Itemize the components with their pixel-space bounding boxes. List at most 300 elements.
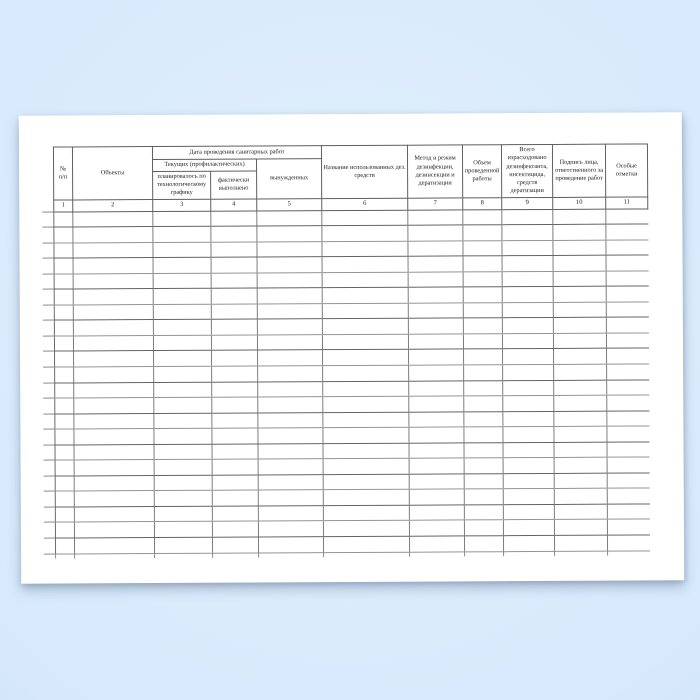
column-number-cell: 6: [322, 198, 408, 210]
empty-cell: [211, 226, 257, 242]
empty-cell: [408, 272, 463, 288]
empty-cell: [502, 287, 553, 303]
empty-cell: [153, 320, 211, 336]
empty-cell: [502, 240, 553, 256]
row-line-overshoot: [43, 398, 54, 399]
empty-cell: [258, 366, 323, 382]
row-line-overshoot: [43, 429, 54, 430]
empty-cell: [257, 226, 322, 242]
empty-cell: [258, 350, 323, 366]
empty-cell: [323, 396, 409, 412]
empty-cell: [257, 241, 322, 257]
column-line-overshoot: [503, 551, 504, 556]
empty-cell: [211, 319, 257, 335]
row-line-overshoot: [43, 274, 54, 275]
empty-cell: [212, 490, 258, 506]
empty-cell: [212, 382, 258, 398]
empty-cell: [322, 241, 408, 257]
empty-cell: [322, 287, 408, 303]
empty-cell: [606, 317, 648, 333]
empty-cell: [212, 366, 258, 382]
empty-cell: [503, 364, 554, 380]
row-line-overshoot: [44, 522, 55, 523]
empty-cell: [607, 535, 649, 551]
column-line-overshoot: [74, 553, 75, 558]
empty-cell: [554, 411, 607, 427]
column-line-overshoot: [55, 554, 56, 559]
empty-cell: [408, 209, 463, 225]
empty-cell: [409, 520, 464, 536]
empty-cell: [55, 351, 74, 367]
empty-cell: [212, 350, 258, 366]
empty-cell: [153, 288, 211, 304]
empty-cell: [408, 334, 463, 350]
empty-cell: [258, 490, 323, 506]
empty-cell: [322, 225, 408, 241]
sanitary-works-log: [53, 143, 649, 554]
empty-cell: [323, 474, 409, 490]
empty-cell: [503, 411, 554, 427]
empty-cell: [153, 226, 211, 242]
empty-cell: [408, 256, 463, 272]
empty-cell: [502, 209, 553, 225]
empty-cell: [553, 286, 606, 302]
empty-cell: [607, 395, 649, 411]
empty-cell: [503, 427, 554, 443]
empty-cell: [464, 427, 503, 443]
empty-cell: [409, 380, 464, 396]
empty-cell: [154, 444, 212, 460]
empty-cell: [463, 287, 502, 303]
col-header-row-number: № п/п: [53, 147, 72, 200]
empty-cell: [55, 507, 74, 523]
column-number-cell: 11: [606, 196, 648, 208]
col-group-current-preventive: Текущих (профилактических): [153, 159, 257, 172]
empty-cell: [212, 506, 258, 522]
empty-cell: [408, 318, 463, 334]
empty-cell: [324, 536, 410, 552]
row-line-overshoot: [44, 460, 55, 461]
empty-cell: [322, 334, 408, 350]
row-line-overshoot: [42, 227, 53, 228]
empty-cell: [503, 380, 554, 396]
column-line-overshoot: [258, 552, 259, 557]
empty-cell: [74, 506, 154, 522]
empty-cell: [257, 210, 322, 226]
row-line-overshoot: [44, 445, 55, 446]
empty-cell: [74, 351, 154, 367]
empty-cell: [607, 519, 649, 535]
empty-cell: [503, 489, 554, 505]
column-number-cell: 8: [463, 197, 502, 209]
empty-cell: [408, 303, 463, 319]
empty-cell: [323, 381, 409, 397]
empty-cell: [502, 271, 553, 287]
empty-cell: [322, 303, 408, 319]
empty-cell: [607, 457, 649, 473]
empty-cell: [409, 474, 464, 490]
empty-cell: [154, 397, 212, 413]
table-header: [53, 144, 647, 212]
empty-cell: [74, 398, 154, 414]
empty-cell: [409, 489, 464, 505]
empty-cell: [73, 335, 153, 351]
empty-cell: [464, 458, 503, 474]
empty-cell: [322, 210, 408, 226]
empty-cell: [322, 256, 408, 272]
empty-cell: [55, 382, 74, 398]
col-header-total-consumed: Всего израсходовано дезинфектанта, инсектицида, средств дератизации: [501, 144, 552, 197]
empty-cell: [212, 459, 258, 475]
empty-cell: [464, 396, 503, 412]
empty-cell: [153, 335, 211, 351]
empty-cell: [502, 302, 553, 318]
empty-cell: [503, 473, 554, 489]
empty-cell: [257, 288, 322, 304]
empty-cell: [554, 535, 607, 551]
empty-cell: [606, 224, 648, 240]
empty-cell: [323, 521, 409, 537]
log-table: [53, 143, 650, 554]
empty-cell: [607, 379, 649, 395]
col-header-work-volume: Объем проведенной работы: [462, 145, 501, 198]
column-number-cell: 9: [502, 197, 553, 209]
empty-cell: [463, 303, 502, 319]
empty-cell: [211, 257, 257, 273]
empty-cell: [606, 255, 648, 271]
empty-cell: [257, 303, 322, 319]
empty-cell: [554, 520, 607, 536]
column-number-cell: 5: [257, 198, 322, 210]
empty-cell: [409, 427, 464, 443]
empty-cell: [502, 333, 553, 349]
empty-cell: [503, 504, 554, 520]
empty-cell: [212, 444, 258, 460]
empty-cell: [55, 398, 74, 414]
empty-cell: [463, 240, 502, 256]
empty-cell: [153, 273, 211, 289]
empty-cell: [553, 333, 606, 349]
empty-cell: [606, 333, 648, 349]
empty-cell: [54, 227, 73, 243]
empty-cell: [154, 366, 212, 382]
empty-cell: [54, 289, 73, 305]
empty-cell: [553, 224, 606, 240]
empty-cell: [607, 426, 649, 442]
row-line-overshoot: [43, 258, 54, 259]
empty-cell: [553, 209, 606, 225]
empty-cell: [258, 474, 323, 490]
col-header-signature: Подпись лица, ответственного за проведение работ: [552, 144, 605, 197]
empty-cell: [502, 318, 553, 334]
empty-cell: [323, 412, 409, 428]
empty-cell: [258, 381, 323, 397]
empty-cell: [258, 521, 323, 537]
empty-cell: [607, 364, 649, 380]
empty-cell: [553, 318, 606, 334]
empty-cell: [74, 413, 154, 429]
empty-cell: [463, 225, 502, 241]
col-header-special-notes: Особые отметки: [605, 144, 647, 197]
empty-cell: [55, 460, 74, 476]
empty-cell: [464, 520, 503, 536]
row-line-overshoot: [44, 491, 55, 492]
empty-cell: [554, 364, 607, 380]
row-line-overshoot: [44, 476, 55, 477]
empty-cell: [323, 427, 409, 443]
row-line-overshoot: [43, 414, 54, 415]
empty-cell: [463, 334, 502, 350]
empty-cell: [408, 225, 463, 241]
empty-cell: [211, 242, 257, 258]
empty-cell: [74, 491, 154, 507]
empty-cell: [323, 490, 409, 506]
row-line-overshoot: [43, 305, 54, 306]
empty-cell: [323, 365, 409, 381]
empty-cell: [607, 488, 649, 504]
empty-cell: [464, 411, 503, 427]
empty-cell: [154, 428, 212, 444]
empty-cell: [211, 304, 257, 320]
empty-cell: [463, 271, 502, 287]
empty-cell: [554, 395, 607, 411]
blank-row: [55, 535, 649, 554]
row-line-overshoot: [43, 289, 54, 290]
empty-cell: [607, 504, 649, 520]
empty-cell: [409, 443, 464, 459]
empty-cell: [153, 242, 211, 258]
empty-cell: [55, 476, 74, 492]
column-line-overshoot: [607, 551, 608, 556]
empty-cell: [73, 258, 153, 274]
empty-cell: [154, 459, 212, 475]
empty-cell: [257, 335, 322, 351]
empty-cell: [54, 274, 73, 290]
col-header-agents-used: Название использованных дез. средств: [321, 145, 407, 198]
empty-cell: [409, 505, 464, 521]
empty-cell: [464, 505, 503, 521]
empty-cell: [322, 272, 408, 288]
empty-cell: [211, 335, 257, 351]
empty-cell: [554, 442, 607, 458]
row-line-overshoot: [42, 243, 53, 244]
empty-cell: [463, 256, 502, 272]
empty-cell: [154, 413, 212, 429]
empty-cell: [212, 413, 258, 429]
empty-cell: [74, 475, 154, 491]
empty-cell: [503, 349, 554, 365]
row-line-overshoot: [43, 351, 54, 352]
empty-cell: [553, 240, 606, 256]
empty-cell: [54, 211, 73, 227]
empty-cell: [55, 429, 74, 445]
empty-cell: [553, 271, 606, 287]
empty-cell: [607, 473, 649, 489]
empty-cell: [55, 491, 74, 507]
empty-cell: [154, 537, 212, 553]
empty-cell: [74, 460, 154, 476]
column-line-overshoot: [409, 552, 410, 557]
empty-cell: [258, 459, 323, 475]
empty-cell: [463, 318, 502, 334]
column-line-overshoot: [212, 553, 213, 558]
empty-cell: [154, 491, 212, 507]
empty-cell: [607, 411, 649, 427]
row-line-overshoot: [43, 336, 54, 337]
empty-cell: [465, 536, 504, 552]
empty-cell: [554, 489, 607, 505]
empty-cell: [154, 506, 212, 522]
empty-cell: [554, 349, 607, 365]
col-header-planned-by-schedule: планировалось по технологическому графику: [153, 171, 211, 199]
empty-cell: [258, 412, 323, 428]
empty-cell: [211, 288, 257, 304]
empty-cell: [258, 506, 323, 522]
empty-cell: [553, 302, 606, 318]
empty-cell: [464, 489, 503, 505]
empty-cell: [607, 442, 649, 458]
empty-cell: [74, 382, 154, 398]
row-line-overshoot: [43, 367, 54, 368]
empty-cell: [323, 443, 409, 459]
empty-cell: [323, 350, 409, 366]
row-line-overshoot: [44, 538, 55, 539]
empty-cell: [54, 243, 73, 259]
empty-cell: [55, 367, 74, 383]
empty-cell: [503, 396, 554, 412]
empty-cell: [323, 505, 409, 521]
col-header-objects: Объекты: [72, 147, 152, 200]
empty-cell: [73, 320, 153, 336]
column-number-cell: 10: [553, 197, 606, 209]
empty-cell: [73, 273, 153, 289]
empty-cell: [257, 272, 322, 288]
empty-cell: [463, 209, 502, 225]
empty-cell: [409, 365, 464, 381]
empty-cell: [258, 443, 323, 459]
column-number-cell: 3: [153, 199, 211, 211]
row-line-overshoot: [43, 383, 54, 384]
empty-cell: [73, 211, 153, 227]
empty-cell: [554, 457, 607, 473]
row-line-overshoot: [44, 554, 55, 555]
empty-cell: [73, 227, 153, 243]
empty-cell: [74, 522, 154, 538]
empty-cell: [409, 458, 464, 474]
empty-cell: [212, 428, 258, 444]
empty-cell: [153, 257, 211, 273]
empty-cell: [554, 426, 607, 442]
empty-cell: [212, 537, 258, 553]
empty-cell: [258, 428, 323, 444]
row-line-overshoot: [42, 212, 53, 213]
column-number-cell: 4: [211, 199, 257, 211]
empty-cell: [409, 412, 464, 428]
empty-cell: [154, 351, 212, 367]
empty-cell: [257, 319, 322, 335]
col-header-forced: вынужденных: [257, 159, 322, 199]
empty-cell: [606, 302, 648, 318]
empty-cell: [606, 271, 648, 287]
empty-cell: [54, 336, 73, 352]
empty-cell: [408, 241, 463, 257]
empty-cell: [154, 522, 212, 538]
empty-cell: [503, 520, 554, 536]
column-number-cell: 1: [54, 199, 73, 211]
empty-cell: [606, 240, 648, 256]
empty-cell: [74, 367, 154, 383]
empty-cell: [464, 442, 503, 458]
empty-cell: [464, 349, 503, 365]
empty-cell: [464, 474, 503, 490]
empty-cell: [503, 458, 554, 474]
empty-cell: [258, 397, 323, 413]
empty-cell: [55, 522, 74, 538]
empty-cell: [409, 349, 464, 365]
empty-cell: [322, 319, 408, 335]
column-line-overshoot: [323, 552, 324, 557]
empty-cell: [212, 397, 258, 413]
document-page: [19, 112, 684, 583]
column-line-overshoot: [554, 551, 555, 556]
col-group-date-of-works: Дата проведения санитарных работ: [152, 146, 321, 160]
empty-cell: [74, 429, 154, 445]
column-number-cell: 7: [408, 197, 463, 209]
empty-cell: [212, 475, 258, 491]
empty-cell: [464, 365, 503, 381]
column-line-overshoot: [154, 553, 155, 558]
empty-cell: [606, 286, 648, 302]
empty-cell: [408, 287, 463, 303]
empty-cell: [55, 538, 74, 554]
empty-cell: [464, 380, 503, 396]
empty-cell: [502, 256, 553, 272]
empty-cell: [323, 458, 409, 474]
empty-cell: [410, 536, 465, 552]
empty-cell: [554, 380, 607, 396]
column-number-cell: 2: [73, 199, 153, 211]
empty-cell: [55, 414, 74, 430]
empty-cell: [73, 242, 153, 258]
empty-cell: [54, 320, 73, 336]
empty-cell: [553, 255, 606, 271]
empty-cell: [153, 304, 211, 320]
empty-cell: [154, 382, 212, 398]
empty-cell: [504, 535, 555, 551]
empty-cell: [74, 538, 154, 554]
empty-cell: [54, 305, 73, 321]
empty-cell: [257, 257, 322, 273]
empty-cell: [154, 475, 212, 491]
empty-cell: [73, 304, 153, 320]
row-line-overshoot: [44, 507, 55, 508]
col-header-actually-done: фактически выполнено: [211, 171, 257, 199]
empty-cell: [554, 504, 607, 520]
empty-cell: [502, 225, 553, 241]
col-header-method-mode: Метод и режим дезинфекции, дезинсекции и дератизации: [407, 145, 462, 198]
empty-cell: [606, 208, 648, 224]
table-body: [54, 208, 650, 553]
row-line-overshoot: [43, 320, 54, 321]
empty-cell: [258, 537, 323, 553]
empty-cell: [211, 211, 257, 227]
empty-cell: [503, 442, 554, 458]
empty-cell: [211, 273, 257, 289]
empty-cell: [607, 348, 649, 364]
empty-cell: [153, 211, 211, 227]
empty-cell: [73, 289, 153, 305]
column-line-overshoot: [464, 551, 465, 556]
